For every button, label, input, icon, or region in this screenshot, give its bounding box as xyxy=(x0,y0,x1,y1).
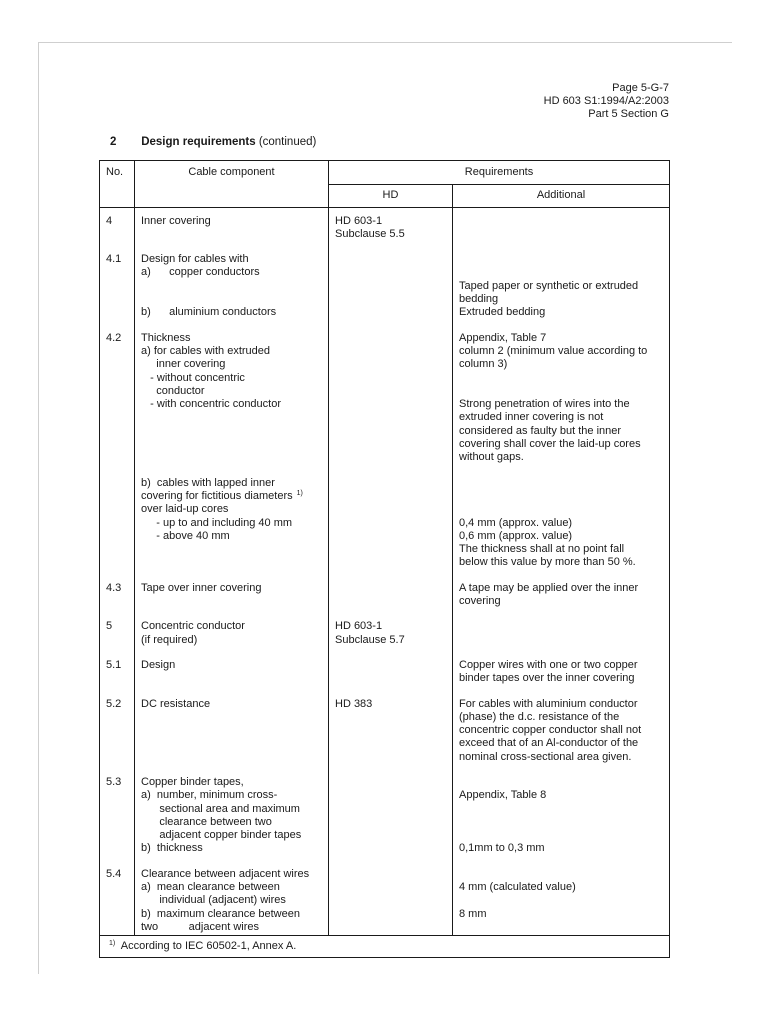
cell-line: Taped paper or synthetic or extruded xyxy=(459,279,639,292)
hd-requirement-cell xyxy=(329,207,453,251)
column-header-component: Cable component xyxy=(135,161,329,208)
hd-requirement-cell xyxy=(329,475,453,580)
row-number: 5.4 xyxy=(100,866,135,936)
cell-line: HD 603-1 xyxy=(335,214,383,227)
cell-line: Extruded bedding xyxy=(459,306,546,319)
page-header xyxy=(544,82,669,121)
row-number: 5 xyxy=(100,618,135,657)
row-number: 4 xyxy=(100,207,135,251)
part-section: Part 5 Section G xyxy=(588,108,669,120)
cell-line: (phase) the d.c. resistance of the xyxy=(459,710,620,723)
cell-line: Subclause 5.5 xyxy=(335,227,405,240)
cell-line: Thickness xyxy=(141,331,191,344)
hd-requirement-cell xyxy=(329,580,453,619)
cell-line: DC resistance xyxy=(141,697,211,710)
additional-requirement-cell xyxy=(453,774,670,866)
cell-line: concentric copper conductor shall not xyxy=(459,724,642,737)
cell-line: a) for cables with extruded xyxy=(141,344,271,357)
cell-line: Inner covering xyxy=(141,214,211,227)
cell-line xyxy=(459,868,663,881)
cell-line: b) maximum clearance between xyxy=(141,907,300,920)
additional-requirement-cell xyxy=(453,657,670,696)
cell-line: exceed that of an Al-conductor of the xyxy=(459,737,639,750)
additional-requirement-cell xyxy=(453,696,670,774)
cell-line xyxy=(141,280,322,293)
cell-line: Design xyxy=(141,658,176,671)
cell-line: - up to and including 40 mm xyxy=(141,516,293,529)
hd-requirement-cell xyxy=(329,774,453,866)
cell-line: two adjacent wires xyxy=(141,920,259,933)
cable-component-cell xyxy=(135,866,329,936)
cell-line: 0,1mm to 0,3 mm xyxy=(459,842,545,855)
row-number: 5.2 xyxy=(100,696,135,774)
cell-line: b) thickness xyxy=(141,842,203,855)
table-row xyxy=(100,330,670,475)
cell-line xyxy=(459,372,663,385)
row-number: 5.1 xyxy=(100,657,135,696)
cell-line: column 3) xyxy=(459,358,508,371)
cell-line: below this value by more than 50 %. xyxy=(459,556,636,569)
cable-component-cell xyxy=(135,696,329,774)
cell-line xyxy=(141,293,322,306)
cell-line: sectional area and maximum xyxy=(141,802,300,815)
cell-line: Design for cables with xyxy=(141,253,249,266)
section-heading xyxy=(110,135,316,149)
footnote-row xyxy=(100,936,670,957)
cell-line: clearance between two xyxy=(141,815,272,828)
section-number: 2 xyxy=(110,136,117,148)
cell-line: covering shall cover the laid-up cores xyxy=(459,438,641,451)
cell-line: covering for fictitious diameters xyxy=(141,489,293,502)
cell-line: binder tapes over the inner covering xyxy=(459,672,635,685)
cell-line: - without concentric xyxy=(141,371,245,384)
cell-line: - with concentric conductor xyxy=(141,398,282,411)
table-row xyxy=(100,657,670,696)
cell-line: Copper wires with one or two copper xyxy=(459,658,638,671)
table-row xyxy=(100,774,670,866)
cell-line: a) copper conductors xyxy=(141,266,260,279)
cell-line: HD 383 xyxy=(335,697,373,710)
cell-line xyxy=(459,776,663,789)
cable-component-cell xyxy=(135,774,329,866)
additional-requirement-cell xyxy=(453,618,670,657)
hd-requirement-cell xyxy=(329,657,453,696)
cell-line: Appendix, Table 8 xyxy=(459,789,547,802)
cell-line xyxy=(459,385,663,398)
cable-component-cell xyxy=(135,657,329,696)
cell-line: 4 mm (calculated value) xyxy=(459,881,576,894)
cable-component-cell xyxy=(135,580,329,619)
hd-requirement-cell xyxy=(329,251,453,329)
cell-line: adjacent copper binder tapes xyxy=(141,829,302,842)
table-row xyxy=(100,207,670,251)
table-body xyxy=(100,207,670,936)
hd-requirement-cell xyxy=(329,618,453,657)
document-id: HD 603 S1:1994/A2:2003 xyxy=(543,95,669,107)
additional-requirement-cell xyxy=(453,330,670,475)
cell-line: 0,4 mm (approx. value) xyxy=(459,516,573,529)
cell-line: Subclause 5.7 xyxy=(335,633,405,646)
footnote-text: According to IEC 60502-1, Annex A. xyxy=(120,940,297,953)
cell-line: 8 mm xyxy=(459,907,487,920)
cable-component-cell xyxy=(135,475,329,580)
cell-line: (if required) xyxy=(141,633,198,646)
cell-line: 0,6 mm (approx. value) xyxy=(459,529,573,542)
cell-line xyxy=(459,477,663,490)
row-number: 4.1 xyxy=(100,251,135,329)
hd-requirement-cell xyxy=(329,330,453,475)
cell-line: Appendix, Table 7 xyxy=(459,331,547,344)
cell-line: covering xyxy=(459,595,501,608)
row-number: 4.2 xyxy=(100,330,135,475)
cell-line xyxy=(459,894,663,907)
cell-line: - above 40 mm xyxy=(141,529,230,542)
cell-line: b) aluminium conductors xyxy=(141,306,277,319)
additional-requirement-cell xyxy=(453,580,670,619)
cell-line xyxy=(459,490,663,503)
cell-line: conductor xyxy=(141,384,205,397)
table-row xyxy=(100,475,670,580)
table-row xyxy=(100,696,670,774)
cell-line xyxy=(459,803,663,816)
cable-component-cell xyxy=(135,207,329,251)
cell-line: column 2 (minimum value according to xyxy=(459,344,648,357)
table-row xyxy=(100,618,670,657)
row-number: 5.3 xyxy=(100,774,135,866)
cell-line: Concentric conductor xyxy=(141,620,245,633)
additional-requirement-cell xyxy=(453,251,670,329)
cell-line: The thickness shall at no point fall xyxy=(459,543,625,556)
cable-component-cell xyxy=(135,251,329,329)
cell-line: Tape over inner covering xyxy=(141,581,262,594)
cell-line xyxy=(459,253,663,266)
footnote-reference: 1) xyxy=(296,489,303,497)
page-border-top xyxy=(38,42,732,43)
cell-line: b) cables with lapped inner xyxy=(141,476,275,489)
cell-line: bedding xyxy=(459,293,499,306)
requirements-table xyxy=(99,160,670,958)
cell-line: nominal cross-sectional area given. xyxy=(459,750,632,763)
cell-line xyxy=(459,816,663,829)
footnote xyxy=(100,936,670,957)
cell-line: HD 603-1 xyxy=(335,620,383,633)
table-row xyxy=(100,251,670,329)
additional-requirement-cell xyxy=(453,866,670,936)
cell-line xyxy=(459,829,663,842)
cell-line: without gaps. xyxy=(459,451,524,464)
additional-requirement-cell xyxy=(453,475,670,580)
cell-line: over laid-up cores xyxy=(141,503,229,516)
table-header-row xyxy=(100,161,670,185)
cell-line xyxy=(459,503,663,516)
column-header-hd: HD xyxy=(329,185,453,207)
hd-requirement-cell xyxy=(329,696,453,774)
section-title: Design requirements xyxy=(141,136,256,148)
page-border-left xyxy=(38,42,39,974)
hd-requirement-cell xyxy=(329,866,453,936)
column-header-requirements: Requirements xyxy=(329,161,670,185)
page-number: Page 5-G-7 xyxy=(612,82,669,94)
section-suffix: (continued) xyxy=(258,136,317,148)
cell-line: inner covering xyxy=(141,358,226,371)
table-row xyxy=(100,580,670,619)
cell-line: A tape may be applied over the inner xyxy=(459,581,639,594)
cell-line: considered as faulty but the inner xyxy=(459,424,622,437)
cable-component-cell xyxy=(135,618,329,657)
row-number: 4.3 xyxy=(100,580,135,619)
column-header-no: No. xyxy=(100,161,135,208)
cell-line: a) mean clearance between xyxy=(141,881,280,894)
footnote-mark: 1) xyxy=(109,940,116,948)
cell-line: Copper binder tapes, xyxy=(141,775,244,788)
cell-line: For cables with aluminium conductor xyxy=(459,697,638,710)
row-number xyxy=(100,475,135,580)
cell-line: extruded inner covering is not xyxy=(459,411,604,424)
table-row xyxy=(100,866,670,936)
cell-line: a) number, minimum cross- xyxy=(141,789,278,802)
additional-requirement-cell xyxy=(453,207,670,251)
cable-component-cell xyxy=(135,330,329,475)
cell-line: individual (adjacent) wires xyxy=(141,894,286,907)
cell-line xyxy=(459,266,663,279)
cell-line: Strong penetration of wires into the xyxy=(459,398,630,411)
column-header-additional: Additional xyxy=(453,185,670,207)
cell-line: Clearance between adjacent wires xyxy=(141,867,310,880)
